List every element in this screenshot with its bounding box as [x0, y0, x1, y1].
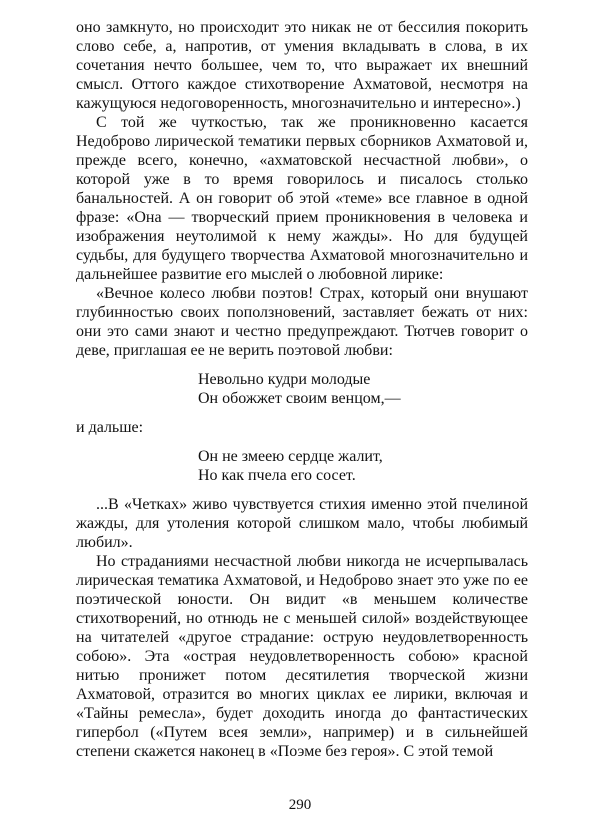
paragraph-3-quote: «Вечное колесо любви поэтов! Страх, который они внушают глубинностью своих поползновений, заставляет бежать от них: они это сами знают и честно предупреждают. Тютчев говорит о деве, приглашая ее не верить поэтовой любви:	[76, 285, 528, 359]
verse-block-2	[198, 447, 528, 485]
verse-line: Невольно кудри молодые	[198, 371, 371, 388]
paragraph-2: С той же чуткостью, так же проникновенно касается Недоброво лирической тематики первых сборников Ахматовой и, прежде всего, конечно, «ахматовской несчастной любви», о которой уже в то время говорилось и писалось столько банальностей. А он говорит об этой «теме» все главное в одной фразе: «Она — творческий прием проникновения в человека и изображения неутолимой к нему жажды». Но для будущей судьбы, для будущего творчества Ахматовой многозначительно и дальнейшее развитие его мыслей о любовной лирике:	[76, 114, 528, 283]
verse-line: Он обожжет своим венцом,—	[198, 390, 401, 407]
paragraph-and-further: и дальше:	[76, 419, 144, 436]
verse-line: Но как пчела его сосет.	[198, 467, 356, 484]
paragraph-1: оно замкнуто, но происходит это никак не от бессилия покорить слово себе, а, напротив, от умения вкладывать в слова, в их сочетания нечто большее, чем то, что выражает их внешний смысл. Оттого каждое стихотворение Ахматовой, несмотря на кажущуюся недоговоренность, многозначительно и интересно».)	[76, 19, 528, 112]
verse-line: Он не змеею сердце жалит,	[198, 448, 383, 465]
body-text	[76, 18, 528, 761]
page-number: 290	[288, 797, 312, 813]
paragraph-suffering: Но страданиями несчастной любви никогда не исчерпывалась лирическая тематика Ахматовой, и Недоброво знает это уже по ее поэтической юности. Он видит «в меньшем количестве стихотворений, но отнюдь не с меньшей силой» воздействующее на читателей «другое страдание: острую неудовлетворенность собою». Эта «острая неудовлетворенность собою» красной нитью пронижет потом десятилетия творческой жизни Ахматовой, отразится во многих циклах ее лирики, включая и «Тайны ремесла», будет доходить иногда до фантастических гипербол («Путем всея земли», например) и в сильнейшей степени скажется наконец в «Поэме без героя». С этой темой	[76, 553, 528, 760]
paragraph-chetki: ...В «Четках» живо чувствуется стихия именно этой пчелиной жажды, для утоления которой слишком мало, чтобы любимый любил».	[76, 496, 528, 551]
verse-block-1	[198, 370, 528, 408]
